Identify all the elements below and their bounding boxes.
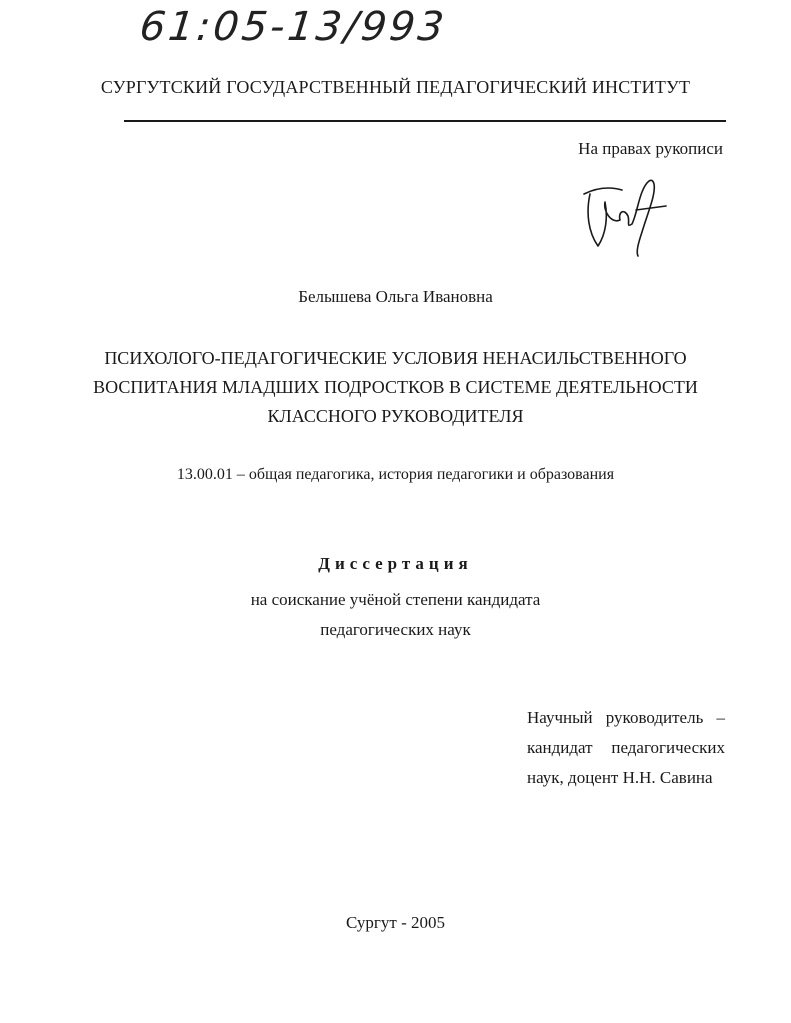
advisor-line: наук, доцент Н.Н. Савина bbox=[527, 768, 713, 787]
scientific-advisor bbox=[527, 703, 725, 793]
specialty-code: 13.00.01 – общая педагогика, история педагогики и образования bbox=[176, 466, 615, 483]
city-and-year: Сургут - 2005 bbox=[346, 913, 445, 932]
title-line: ПСИХОЛОГО-ПЕДАГОГИЧЕСКИЕ УСЛОВИЯ НЕНАСИЛЬСТВЕННОГО bbox=[104, 348, 687, 368]
manuscript-rights-note: На правах рукописи bbox=[578, 139, 723, 158]
author-name: Белышева Ольга Ивановна bbox=[298, 287, 493, 306]
advisor-line: Научный руководитель – bbox=[527, 708, 725, 727]
document-type: Диссертация bbox=[318, 554, 473, 573]
header-divider bbox=[124, 120, 726, 122]
degree-line: педагогических наук bbox=[320, 620, 471, 639]
title-line: ВОСПИТАНИЯ МЛАДШИХ ПОДРОСТКОВ В СИСТЕМЕ ДЕЯТЕЛЬНОСТИ bbox=[93, 377, 698, 397]
dissertation-title bbox=[0, 344, 791, 431]
advisor-line: кандидат педагогических bbox=[527, 738, 725, 757]
institute-name: СУРГУТСКИЙ ГОСУДАРСТВЕННЫЙ ПЕДАГОГИЧЕСКИЙ ИНСТИТУТ bbox=[100, 77, 691, 97]
title-line: КЛАССНОГО РУКОВОДИТЕЛЯ bbox=[267, 406, 524, 426]
signature-icon bbox=[578, 172, 678, 257]
degree-line: на соискание учёной степени кандидата bbox=[250, 590, 541, 609]
degree-description bbox=[0, 585, 791, 645]
archive-code: 61:05-13/993 bbox=[137, 4, 449, 50]
